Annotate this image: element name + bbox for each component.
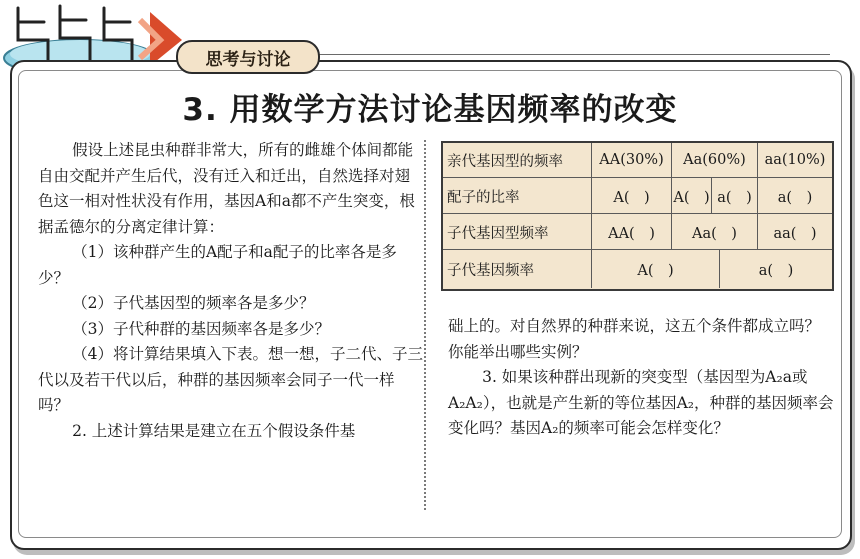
question-4: （4）将计算结果填入下表。想一想，子二代、子三代以及若干代以后，种群的基因频率会同子一代一样吗？: [38, 345, 423, 414]
table-cell: a( ): [711, 178, 757, 214]
table-cell: Aa(60%): [671, 143, 757, 177]
question-3: （3）子代种群的基因频率各是多少？: [72, 319, 330, 338]
question-6: 3. 如果该种群出现新的突变型（基因型为A₂a或A₂A₂），也就是产生新的等位基因A₂，种群的基因频率会变化吗？基因A₂的频率可能会怎样变化？: [448, 368, 834, 437]
table-row-label: 子代基因频率: [447, 262, 534, 279]
table-cell: aa( ): [757, 214, 832, 250]
table-cell: AA( ): [591, 214, 671, 250]
column-divider: [424, 140, 426, 510]
table-row-label: 配子的比率: [447, 189, 520, 206]
table-row: [443, 143, 832, 177]
table-cell: A( ): [591, 250, 719, 288]
table-cell: AA(30%): [591, 143, 671, 177]
intro-paragraph: 假设上述昆虫种群非常大，所有的雌雄个体间都能自由交配并产生后代，没有迁入和迁出，自然选择对翅色这一相对性状没有作用，基因A和a都不产生突变，根据孟德尔的分离定律计算：: [38, 141, 415, 236]
question-2: （2）子代基因型的频率各是多少？: [72, 294, 315, 312]
right-column: [448, 314, 834, 442]
question-1: （1）该种群产生的A配子和a配子的比率各是多少？: [38, 243, 397, 287]
banner-rule: [300, 54, 830, 55]
table-cell: A( ): [591, 178, 671, 214]
page-title: 3. 用数学方法讨论基因频率的改变: [182, 92, 678, 128]
table-row: [443, 249, 832, 288]
table-row: [443, 213, 832, 250]
table-cell: Aa( ): [671, 214, 757, 250]
table-row-label: 亲代基因型的频率: [447, 153, 563, 170]
section-banner: 思考与讨论: [176, 40, 320, 74]
left-column: [38, 138, 424, 444]
table-cell: A( ): [671, 178, 711, 214]
table-row-label: 子代基因型频率: [447, 225, 549, 242]
question-5-start: 2. 上述计算结果是建立在五个假设条件基: [72, 421, 356, 440]
table-row: [443, 177, 832, 214]
table-cell: aa(10%): [757, 143, 832, 177]
table-cell: a( ): [719, 250, 832, 288]
table-cell: a( ): [757, 178, 832, 214]
question-5-continued: 础上的。对自然界的种群来说，这五个条件都成立吗？你能举出哪些实例？: [448, 317, 821, 361]
frequency-table: [441, 141, 834, 291]
